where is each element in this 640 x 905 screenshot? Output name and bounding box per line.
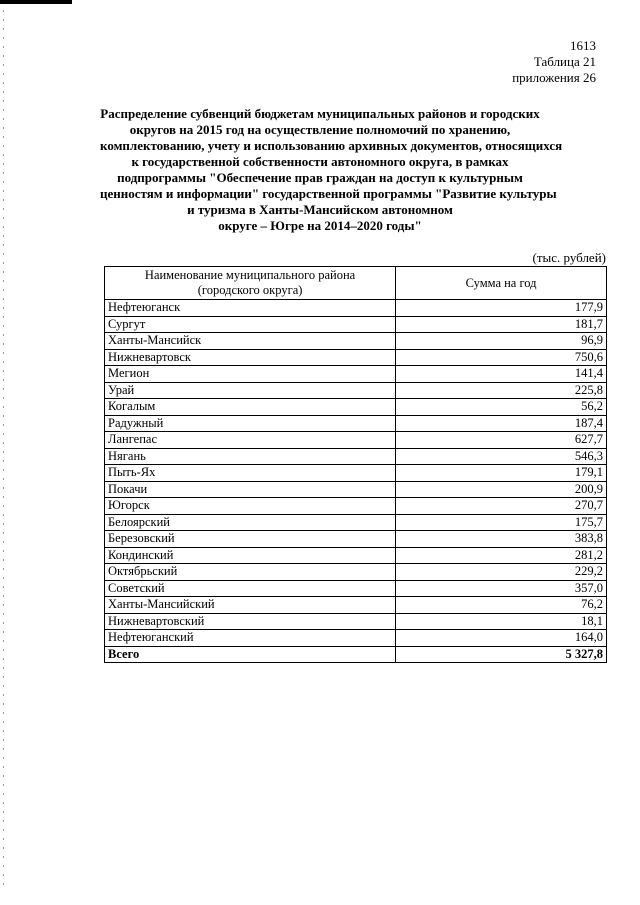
municipality-name: Ханты-Мансийский bbox=[105, 597, 396, 614]
annual-sum: 546,3 bbox=[396, 448, 607, 465]
header-municipality: Наименование муниципального района (городского округа) bbox=[105, 267, 396, 300]
table-row bbox=[105, 316, 607, 333]
table-row bbox=[105, 465, 607, 482]
table-row bbox=[105, 349, 607, 366]
annual-sum: 141,4 bbox=[396, 366, 607, 383]
municipality-name: Нижневартовский bbox=[105, 613, 396, 630]
annual-sum: 18,1 bbox=[396, 613, 607, 630]
table-row bbox=[105, 432, 607, 449]
page-header bbox=[512, 38, 596, 86]
total-sum: 5 327,8 bbox=[396, 646, 607, 663]
annual-sum: 200,9 bbox=[396, 481, 607, 498]
annual-sum: 76,2 bbox=[396, 597, 607, 614]
annual-sum: 383,8 bbox=[396, 531, 607, 548]
title-line: подпрограммы "Обеспечение прав граждан на доступ к культурным bbox=[117, 170, 523, 185]
municipality-name: Мегион bbox=[105, 366, 396, 383]
municipality-name: Покачи bbox=[105, 481, 396, 498]
municipality-name: Октябрьский bbox=[105, 564, 396, 581]
municipality-name: Радужный bbox=[105, 415, 396, 432]
scan-edge bbox=[3, 10, 4, 890]
table-row bbox=[105, 580, 607, 597]
municipality-name: Нижневартовск bbox=[105, 349, 396, 366]
table-row bbox=[105, 613, 607, 630]
table-row bbox=[105, 366, 607, 383]
municipality-name: Березовский bbox=[105, 531, 396, 548]
table-row bbox=[105, 448, 607, 465]
table-row bbox=[105, 300, 607, 317]
total-row bbox=[105, 646, 607, 663]
page-number: 1613 bbox=[570, 38, 596, 53]
table-row bbox=[105, 498, 607, 515]
annual-sum: 270,7 bbox=[396, 498, 607, 515]
title-line: комплектованию, учету и использованию архивных документов, относящихся bbox=[100, 138, 563, 153]
title-line: ценностям и информации" государственной программы "Развитие культуры bbox=[100, 186, 557, 201]
annual-sum: 177,9 bbox=[396, 300, 607, 317]
table-row bbox=[105, 481, 607, 498]
table-row bbox=[105, 333, 607, 350]
document-title bbox=[100, 106, 563, 234]
table-row bbox=[105, 382, 607, 399]
annual-sum: 96,9 bbox=[396, 333, 607, 350]
table-header-row bbox=[105, 267, 607, 300]
table-label: Таблица 21 bbox=[533, 54, 596, 69]
annual-sum: 181,7 bbox=[396, 316, 607, 333]
title-line: округов на 2015 год на осуществление полномочий по хранению, bbox=[129, 122, 511, 137]
municipality-name: Когалым bbox=[105, 399, 396, 416]
title-line: и туризма в Ханты-Мансийском автономном bbox=[187, 202, 453, 217]
municipality-name: Нефтеюганск bbox=[105, 300, 396, 317]
total-label: Всего bbox=[105, 646, 396, 663]
table-body bbox=[105, 300, 607, 663]
table-row bbox=[105, 564, 607, 581]
municipality-name: Лангепас bbox=[105, 432, 396, 449]
header-sum: Сумма на год bbox=[396, 267, 607, 300]
municipality-name: Нягань bbox=[105, 448, 396, 465]
annual-sum: 187,4 bbox=[396, 415, 607, 432]
annual-sum: 627,7 bbox=[396, 432, 607, 449]
annual-sum: 56,2 bbox=[396, 399, 607, 416]
table-row bbox=[105, 547, 607, 564]
appendix-label: приложения 26 bbox=[512, 70, 596, 85]
table-row bbox=[105, 597, 607, 614]
title-line: к государственной собственности автономного округа, в рамках bbox=[131, 154, 509, 169]
annual-sum: 357,0 bbox=[396, 580, 607, 597]
unit-label: (тыс. рублей) bbox=[532, 250, 606, 265]
municipality-name: Белоярский bbox=[105, 514, 396, 531]
municipality-name: Нефтеюганский bbox=[105, 630, 396, 647]
title-line: округе – Югре на 2014–2020 годы" bbox=[218, 218, 422, 233]
municipality-name: Урай bbox=[105, 382, 396, 399]
municipality-name: Сургут bbox=[105, 316, 396, 333]
table-row bbox=[105, 415, 607, 432]
table-row bbox=[105, 514, 607, 531]
annual-sum: 179,1 bbox=[396, 465, 607, 482]
annual-sum: 229,2 bbox=[396, 564, 607, 581]
annual-sum: 281,2 bbox=[396, 547, 607, 564]
table-row bbox=[105, 399, 607, 416]
annual-sum: 225,8 bbox=[396, 382, 607, 399]
municipality-name: Пыть-Ях bbox=[105, 465, 396, 482]
title-line: Распределение субвенций бюджетам муниципальных районов и городских bbox=[100, 106, 540, 121]
municipality-name: Кондинский bbox=[105, 547, 396, 564]
subvention-table bbox=[104, 266, 607, 663]
municipality-name: Советский bbox=[105, 580, 396, 597]
municipality-name: Югорск bbox=[105, 498, 396, 515]
annual-sum: 750,6 bbox=[396, 349, 607, 366]
top-rule bbox=[0, 0, 72, 4]
annual-sum: 164,0 bbox=[396, 630, 607, 647]
annual-sum: 175,7 bbox=[396, 514, 607, 531]
municipality-name: Ханты-Мансийск bbox=[105, 333, 396, 350]
table-row bbox=[105, 630, 607, 647]
table-row bbox=[105, 531, 607, 548]
